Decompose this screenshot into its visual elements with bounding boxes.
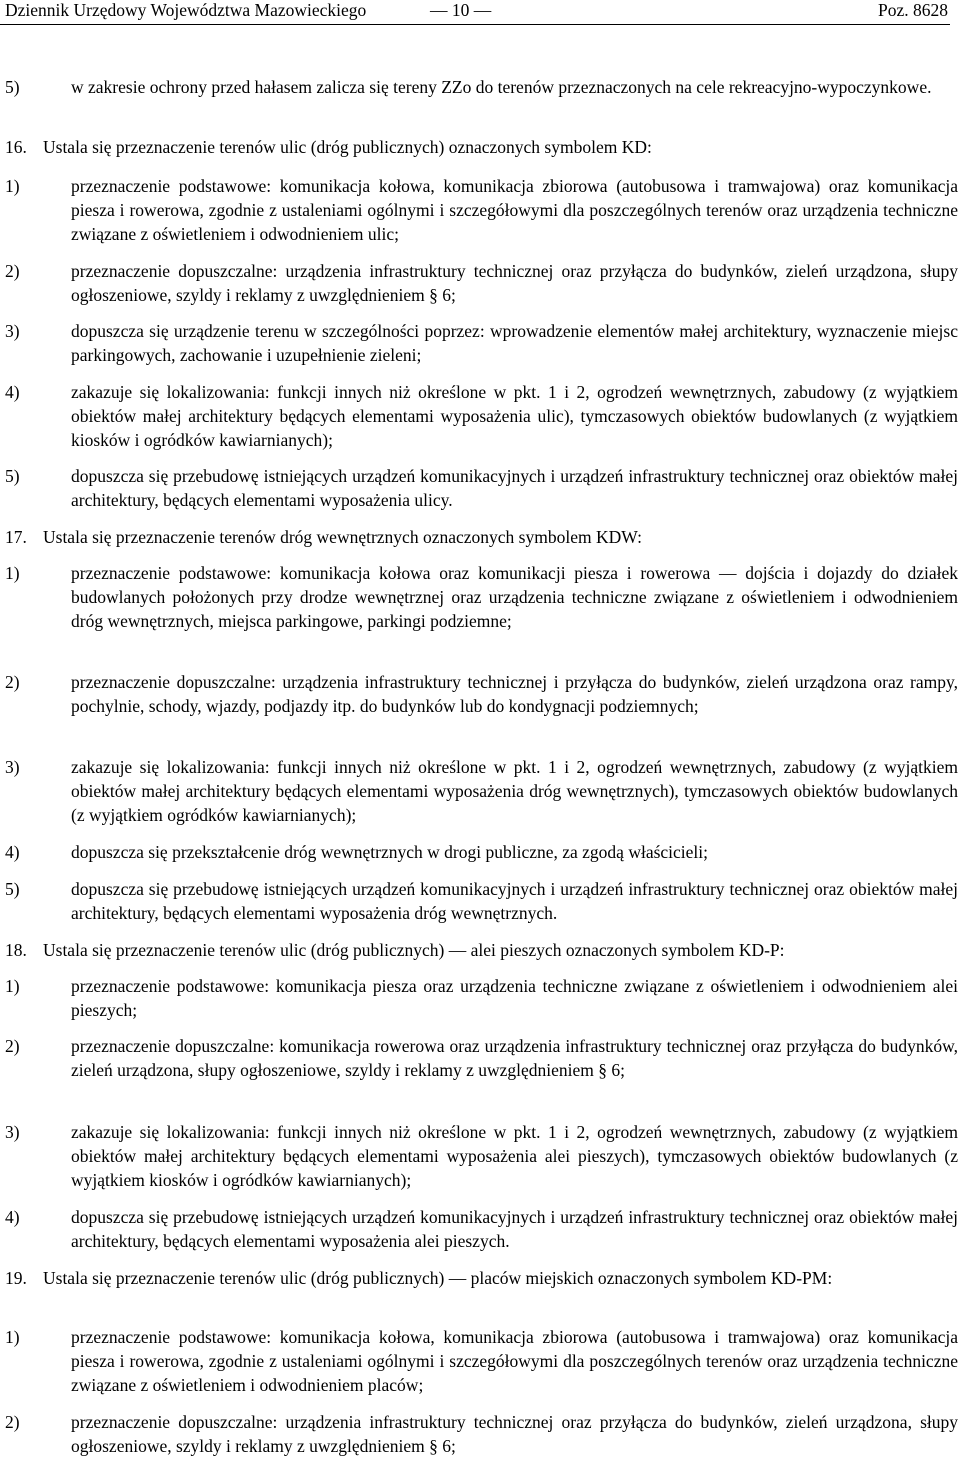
- item-number: 4): [5, 842, 20, 862]
- item-number: 3): [5, 757, 20, 777]
- section-number: 18.: [5, 940, 27, 960]
- item-text: zakazuje się lokalizowania: funkcji innych niż określone w pkt. 1 i 2, ogrodzeń wewnętrznych, zabudowy (z wyjątkiem obiektów małej architektury będących elementami wyposażenia ulic), tymczasowych obiektów budowlanych (z wyjątkiem kiosków i ogródków kawiarnianych);: [71, 382, 958, 451]
- item-number: 2): [5, 1412, 20, 1432]
- item-text: przeznaczenie podstawowe: komunikacja piesza oraz urządzenia techniczne związane z oświetleniem i odwodnieniem alei pieszych;: [71, 976, 958, 1021]
- item-text: przeznaczenie dopuszczalne: urządzenia infrastruktury technicznej i przyłącza do budynków, zieleń urządzona oraz rampy, pochylnie, schody, wjazdy, podjazdy itp. do budynków lub do kondygnacji podziemnych;: [71, 672, 958, 717]
- section-number: 17.: [5, 527, 27, 547]
- journal-title: Dziennik Urzędowy Województwa Mazowieckiego: [5, 0, 367, 20]
- item-number: 1): [5, 1327, 20, 1347]
- item-number: 5): [5, 77, 20, 97]
- section-text: Ustala się przeznaczenie terenów ulic (dróg publicznych) — placów miejskich oznaczonych symbolem KD-PM:: [43, 1268, 833, 1288]
- item-number: 3): [5, 1122, 20, 1142]
- item-text: przeznaczenie podstawowe: komunikacja kołowa oraz komunikacji piesza i rowerowa — dojścia i dojazdy do działek budowlanych położonych przy drodze wewnętrznej oraz urządzenia techniczne związane z oświetleniem i odwodnieniem dróg wewnętrznych, miejsca parkingowe, parkingi podziemne;: [71, 563, 958, 632]
- item-text: zakazuje się lokalizowania: funkcji innych niż określone w pkt. 1 i 2, ogrodzeń wewnętrznych, zabudowy (z wyjątkiem obiektów małej architektury będących elementami wyposażenia alei pieszych), tymczasowych obiektów budowlanych (z wyjątkiem kiosków i ogródków kawiarnianych);: [71, 1122, 958, 1191]
- item-number: 5): [5, 466, 20, 486]
- section-number: 19.: [5, 1268, 27, 1288]
- item-number: 1): [5, 176, 20, 196]
- item-text: przeznaczenie dopuszczalne: komunikacja rowerowa oraz urządzenia infrastruktury technicznej oraz przyłącza do budynków, zieleń urządzona, słupy ogłoszeniowe, szyldy i reklamy z uwzględnieniem § 6;: [71, 1036, 958, 1081]
- item-number: 3): [5, 321, 20, 341]
- item-text: dopuszcza się przebudowę istniejących urządzeń komunikacyjnych i urządzeń infrastruktury technicznej oraz obiektów małej architektury, będących elementami wyposażenia dróg wewnętrznych.: [71, 879, 958, 924]
- page-number: — 10 —: [430, 0, 492, 20]
- item-number: 4): [5, 382, 20, 402]
- section-text: Ustala się przeznaczenie terenów ulic (dróg publicznych) oznaczonych symbolem KD:: [43, 137, 652, 157]
- item-text: zakazuje się lokalizowania: funkcji innych niż określone w pkt. 1 i 2, ogrodzeń wewnętrznych, zabudowy (z wyjątkiem obiektów małej architektury będących elementami wyposażenia dróg wewnętrznych), tymczasowych obiektów budowlanych (z wyjątkiem ogródków kawiarnianych);: [71, 757, 958, 826]
- section-number: 16.: [5, 137, 27, 157]
- page-header: [0, 0, 950, 25]
- item-number: 1): [5, 976, 20, 996]
- item-number: 1): [5, 563, 20, 583]
- item-text: dopuszcza się przebudowę istniejących urządzeń komunikacyjnych i urządzeń infrastruktury technicznej oraz obiektów małej architektury, będących elementami wyposażenia ulicy.: [71, 466, 958, 511]
- item-number: 2): [5, 672, 20, 692]
- section-text: Ustala się przeznaczenie terenów ulic (dróg publicznych) — alei pieszych oznaczonych symbolem KD-P:: [43, 940, 785, 960]
- item-number: 4): [5, 1207, 20, 1227]
- item-text: przeznaczenie dopuszczalne: urządzenia infrastruktury technicznej oraz przyłącza do budynków, zieleń urządzona, słupy ogłoszeniowe, szyldy i reklamy z uwzględnieniem § 6;: [71, 261, 958, 306]
- section-text: Ustala się przeznaczenie terenów dróg wewnętrznych oznaczonych symbolem KDW:: [43, 527, 642, 547]
- item-text: przeznaczenie dopuszczalne: urządzenia infrastruktury technicznej oraz przyłącza do budynków, zieleń urządzona, słupy ogłoszeniowe, szyldy i reklamy z uwzględnieniem § 6;: [71, 1412, 958, 1457]
- item-text: dopuszcza się przekształcenie dróg wewnętrznych w drogi publiczne, za zgodą właścicieli;: [71, 842, 709, 862]
- item-text: przeznaczenie podstawowe: komunikacja kołowa, komunikacja zbiorowa (autobusowa i tramwajowa) oraz komunikacja piesza i rowerowa, zgodnie z ustaleniami ogólnymi i szczegółowymi dla poszczególnych terenów oraz urządzenia techniczne związane z oświetleniem i odwodnieniem ulic;: [71, 176, 958, 245]
- item-number: 5): [5, 879, 20, 899]
- item-text: w zakresie ochrony przed hałasem zalicza się tereny ZZo do terenów przeznaczonych na cele rekreacyjno-wypoczynkowe.: [71, 77, 932, 97]
- item-text: dopuszcza się przebudowę istniejących urządzeń komunikacyjnych i urządzeń infrastruktury technicznej oraz obiektów małej architektury, będących elementami wyposażenia alei pieszych.: [71, 1207, 958, 1252]
- item-text: przeznaczenie podstawowe: komunikacja kołowa, komunikacja zbiorowa (autobusowa i tramwajowa) oraz komunikacja piesza i rowerowa, zgodnie z ustaleniami ogólnymi i szczegółowymi dla poszczególnych terenów oraz urządzenia techniczne związane z oświetleniem i odwodnieniem placów;: [71, 1327, 958, 1396]
- item-number: 2): [5, 261, 20, 281]
- item-text: dopuszcza się urządzenie terenu w szczególności poprzez: wprowadzenie elementów małej architektury, wyznaczenie miejsc parkingowych, zachowanie i uzupełnienie zieleni;: [71, 321, 958, 366]
- position-number: Poz. 8628: [878, 0, 948, 20]
- item-number: 2): [5, 1036, 20, 1056]
